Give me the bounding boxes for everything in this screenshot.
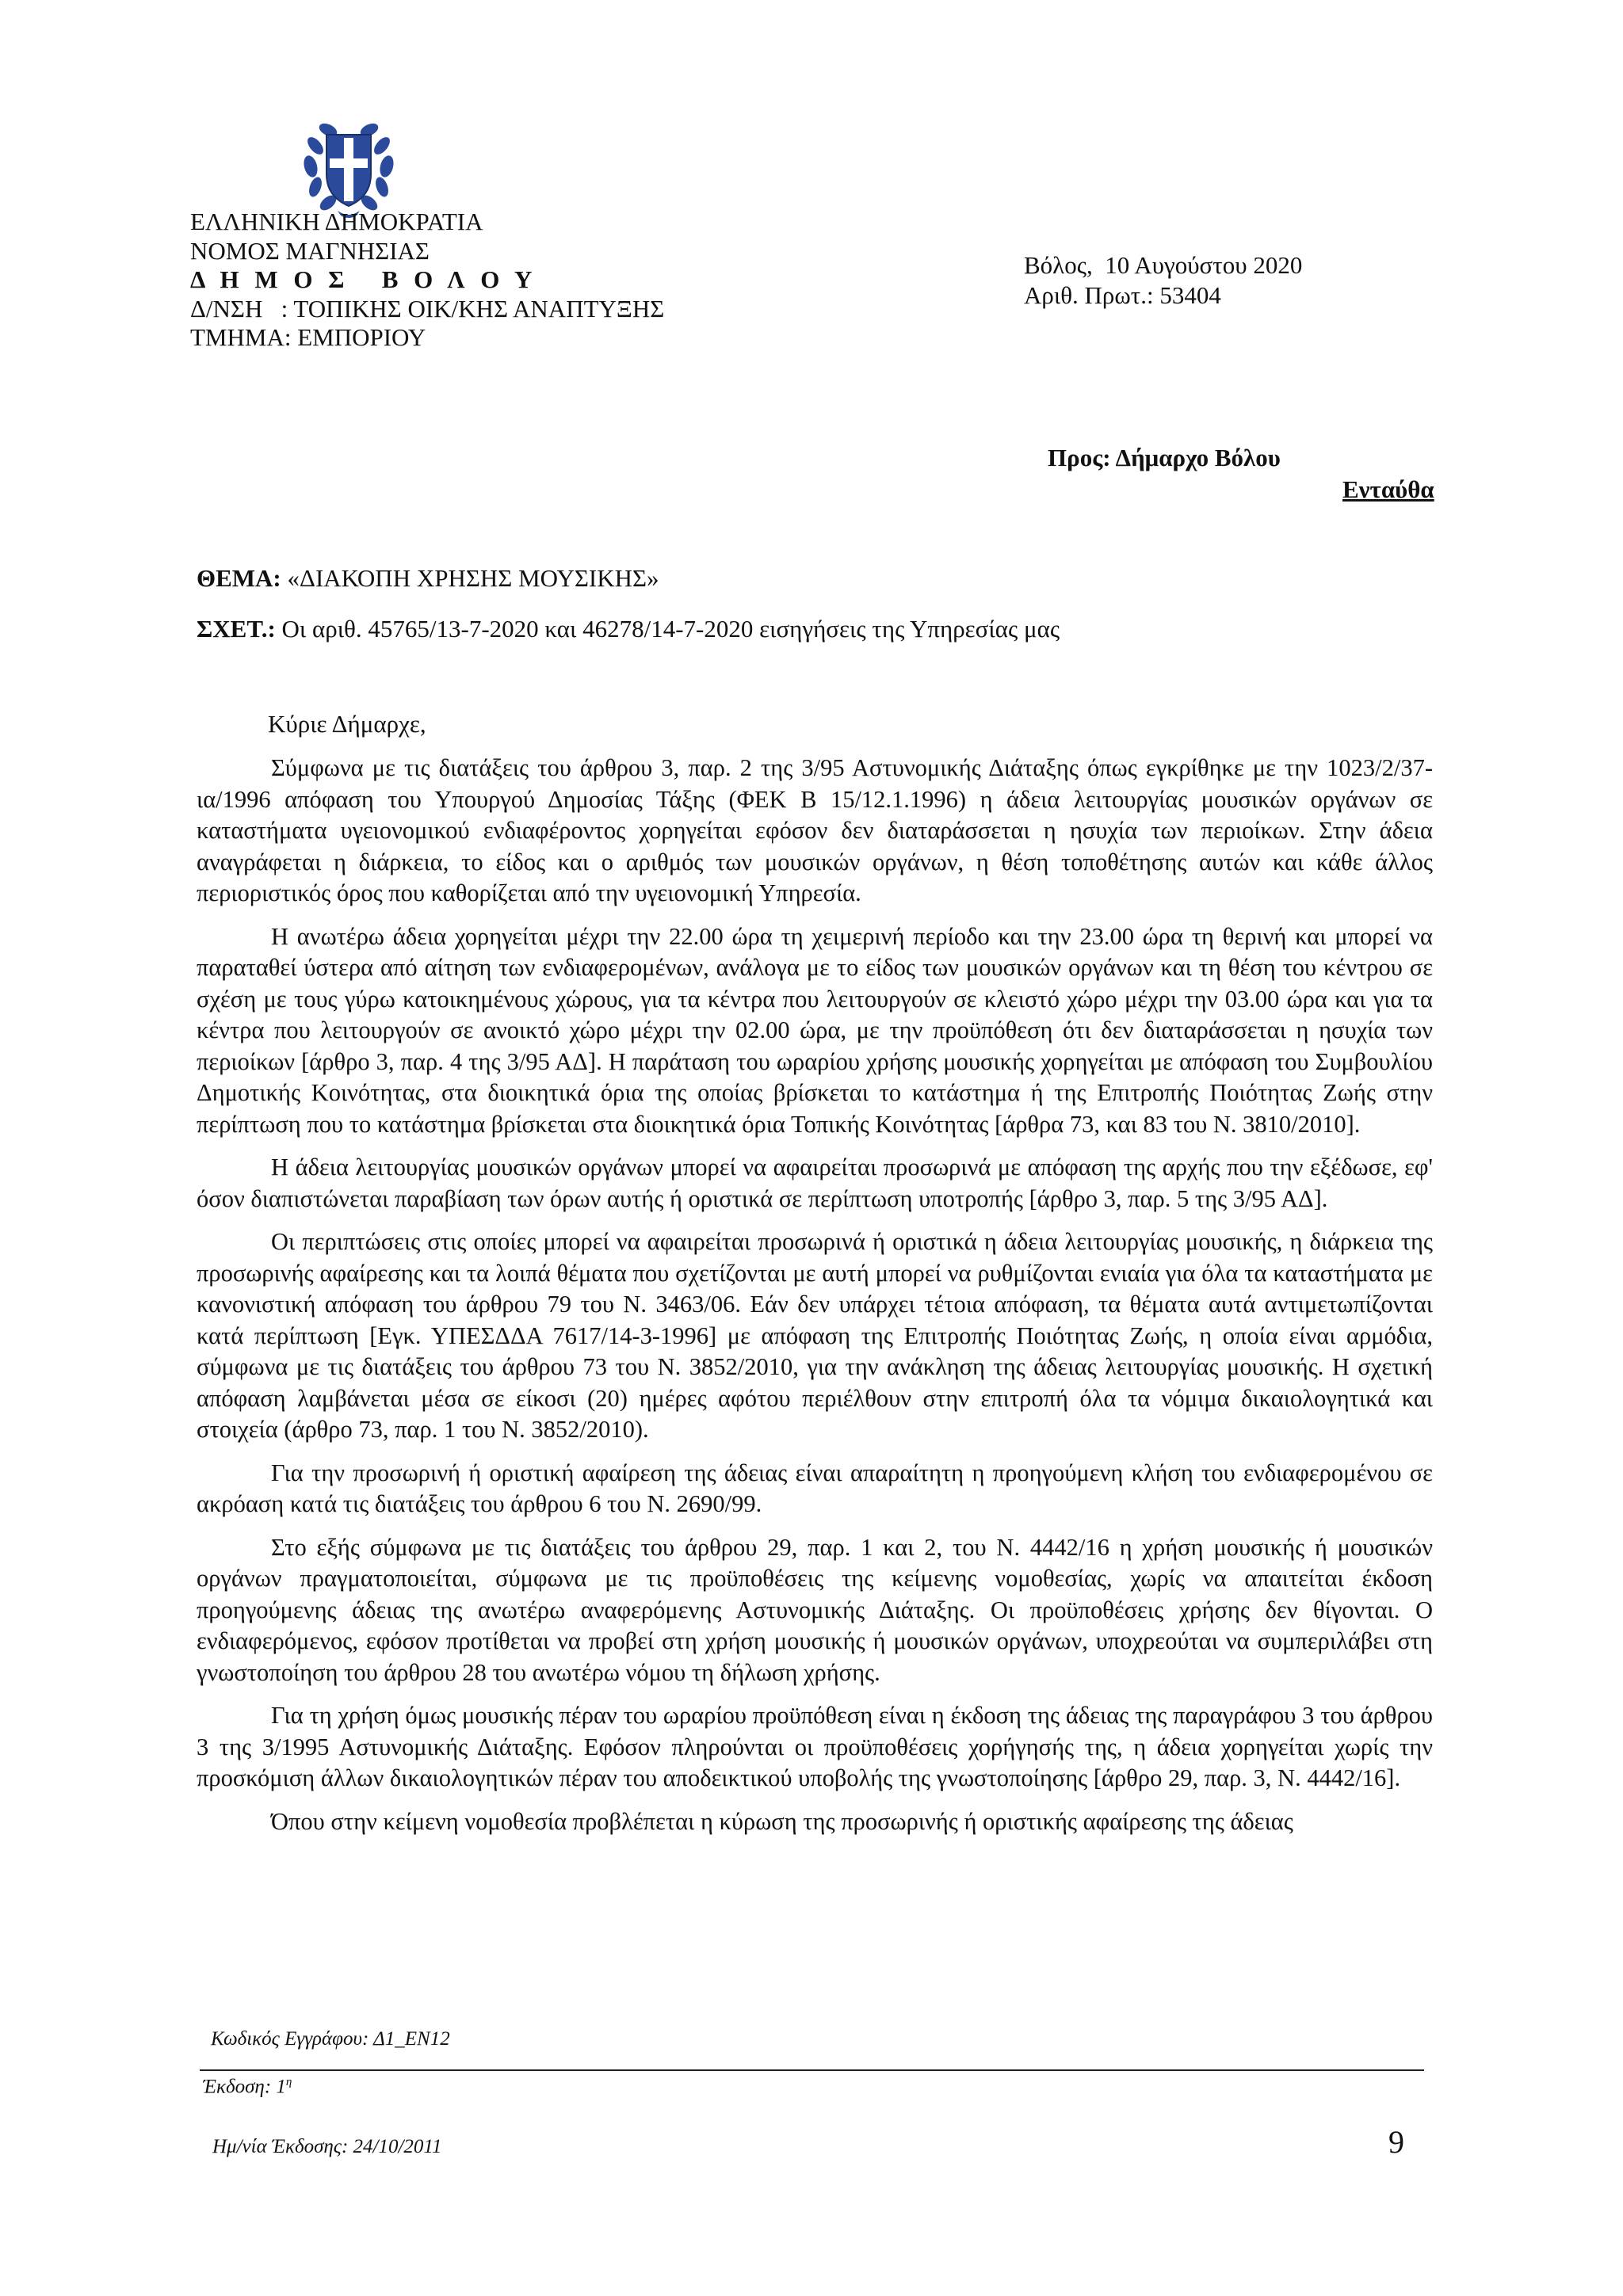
body-paragraph: Για τη χρήση όμως μουσικής πέραν του ωραρίου προϋπόθεση είναι η έκδοση της άδειας της παραγράφου 3 του άρθρου 3 της 3/1995 Αστυνομικής Διάταξης. Εφόσον πληρούνται οι προϋποθέσεις χορήγησής της, η άδεια χορηγείται χωρίς την προσκόμιση άλλων δικαιολογητικών πέραν του αποδεικτικού υποβολής της γνωστοποίησης [άρθρο 29, παρ. 3, Ν. 4442/16]. bbox=[197, 1702, 1433, 1791]
reference-line bbox=[197, 615, 1060, 643]
document-date: Βόλος, 10 Αυγούστου 2020 bbox=[1024, 251, 1303, 279]
edition-text: Έκδοση: 1 bbox=[203, 2076, 286, 2098]
prefecture-name: ΝΟΜΟΣ ΜΑΓΝΗΣΙΑΣ bbox=[190, 236, 430, 265]
municipality-name: Δ Η Μ Ο Σ Β Ο Λ Ο Υ bbox=[190, 265, 537, 293]
subject-text: «ΔΙΑΚΟΠΗ ΧΡΗΣΗΣ ΜΟΥΣΙΚΗΣ» bbox=[281, 564, 659, 592]
department-name: ΤΜΗΜΑ: ΕΜΠΟΡΙΟΥ bbox=[190, 323, 426, 351]
body-paragraph: Η άδεια λειτουργίας μουσικών οργάνων μπορεί να αφαιρείται προσωρινά με απόφαση της αρχής που την εξέδωσε, εφ' όσον διαπιστώνεται παραβίαση των όρων αυτής ή οριστικά σε περίπτωση υποτροπής [άρθρο 3, παρ. 5 της 3/95 ΑΔ]. bbox=[197, 1154, 1433, 1212]
edition-superscript: η bbox=[285, 2076, 292, 2088]
reference-text: Οι αριθ. 45765/13-7-2020 και 46278/14-7-2020 εισηγήσεις της Υπηρεσίας μας bbox=[275, 615, 1060, 643]
body-paragraph: Σύμφωνα με τις διατάξεις του άρθρου 3, παρ. 2 της 3/95 Αστυνομικής Διάταξης όπως εγκρίθηκε με την 1023/2/37-ια/1996 απόφαση του Υπουργού Δημοσίας Τάξης (ΦΕΚ Β 15/12.1.1996) η άδεια λειτουργίας μουσικών οργάνων σε καταστήματα υγειονομικού ενδιαφέροντος χορηγείται εφόσον δεν διαταράσσεται η ησυχία των περιοίκων. Στην άδεια αναγράφεται η διάρκεια, το είδος και ο αριθμός των μουσικών οργάνων, η θέση τοποθέτησης αυτών και κάθε άλλος περιοριστικός όρος που καθορίζεται από την υγειονομική Υπηρεσία. bbox=[197, 754, 1433, 906]
protocol-number: Αριθ. Πρωτ.: 53404 bbox=[1024, 281, 1221, 309]
country-name: ΕΛΛΗΝΙΚΗ ΔΗΜΟΚΡΑΤΙΑ bbox=[190, 208, 483, 235]
recipient-location: Ενταύθα bbox=[1342, 475, 1434, 503]
greek-coat-of-arms-emblem bbox=[293, 111, 404, 222]
body-paragraph: Οι περιπτώσεις στις οποίες μπορεί να αφαιρείται προσωρινά ή οριστικά η άδεια λειτουργίας μουσικής, η διάρκεια της προσωρινής αφαίρεσης και τα λοιπά θέματα που σχετίζονται με αυτή μπορεί να ρυθμίζονται ενιαία για όλα τα καταστήματα με κανονιστική απόφαση του άρθρου 79 του Ν. 3463/06. Εάν δεν υπάρχει τέτοια απόφαση, τα θέματα αυτά αντιμετωπίζονται κατά περίπτωση [Εγκ. ΥΠΕΣΔΔΑ 7617/14-3-1996] με απόφαση της Επιτροπής Ποιότητας Ζωής, η οποία είναι αρμόδια, σύμφωνα με τις διατάξεις του άρθρου 73 του Ν. 3852/2010, για την ανάκληση της άδειας λειτουργίας μουσικής. Η σχετική απόφαση λαμβάνεται μέσα σε είκοσι (20) ημέρες αφότου περιέλθουν στην επιτροπή όλα τα νόμιμα δικαιολογητικά και στοιχεία (άρθρο 73, παρ. 1 του Ν. 3852/2010). bbox=[197, 1228, 1433, 1443]
salutation: Κύριε Δήμαρχε, bbox=[268, 710, 426, 738]
issuer-header bbox=[190, 208, 664, 353]
recipient-to: Προς: Δήμαρχο Βόλου bbox=[1048, 444, 1281, 471]
body-paragraph: Για την προσωρινή ή οριστική αφαίρεση της άδειας είναι απαραίτητη η προηγούμενη κλήση του ενδιαφερομένου σε ακρόαση κατά τις διατάξεις του άρθρου 6 του Ν. 2690/99. bbox=[197, 1459, 1433, 1517]
document-code: Κωδικός Εγγράφου: Δ1_ΕΝ12 bbox=[211, 2028, 450, 2050]
footer-divider bbox=[200, 2069, 1424, 2071]
directorate-name: Δ/ΝΣΗ : ΤΟΠΙΚΗΣ ΟΙΚ/ΚΗΣ ΑΝΑΠΤΥΞΗΣ bbox=[190, 294, 665, 322]
edition-date: Ημ/νία Έκδοσης: 24/10/2011 bbox=[212, 2136, 442, 2157]
letter-body bbox=[197, 753, 1433, 1849]
body-paragraph: Η ανωτέρω άδεια χορηγείται μέχρι την 22.00 ώρα τη χειμερινή περίοδο και την 23.00 ώρα τη θερινή και μπορεί να παραταθεί ύστερα από αίτηση των ενδιαφερομένων, ανάλογα με το είδος των μουσικών οργάνων και τη θέση του κέντρου σε σχέση με τους γύρω κατοικημένους χώρους, για τα κέντρα που λειτουργούν σε κλειστό χώρο μέχρι την 03.00 ώρα και για τα κέντρα που λειτουργούν σε ανοικτό χώρο μέχρι την 02.00 ώρα, με την προϋπόθεση ότι δεν διαταράσσεται η ησυχία των περιοίκων [άρθρο 3, παρ. 4 της 3/95 ΑΔ]. Η παράταση του ωραρίου χρήσης μουσικής χορηγείται με απόφαση του Συμβουλίου Δημοτικής Κοινότητας, στα διοικητικά όρια της οποίας βρίσκεται το κατάστημα ή της Επιτροπής Ποιότητας Ζωής στην περίπτωση που το κατάστημα βρίσκεται στα διοικητικά όρια Τοπικής Κοινότητας [άρθρα 73, και 83 του Ν. 3810/2010]. bbox=[197, 922, 1433, 1138]
reference-label: ΣΧΕΤ.: bbox=[197, 615, 276, 643]
page-number: 9 bbox=[1388, 2124, 1404, 2160]
date-protocol-block bbox=[1024, 250, 1302, 311]
body-paragraph: Όπου στην κείμενη νομοθεσία προβλέπεται η κύρωση της προσωρινής ή οριστικής αφαίρεσης της άδειας bbox=[271, 1807, 1293, 1835]
body-paragraph: Στο εξής σύμφωνα με τις διατάξεις του άρθρου 29, παρ. 1 και 2, του Ν. 4442/16 η χρήση μουσικής ή μουσικών οργάνων πραγματοποιείται, σύμφωνα με τις προϋποθέσεις της κείμενης νομοθεσίας, χωρίς να απαιτείται έκδοση προηγούμενης άδειας της ανωτέρω αναφερόμενης Αστυνομικής Διάταξης. Οι προϋποθέσεις χρήσης δεν θίγονται. Ο ενδιαφερόμενος, εφόσον προτίθεται να προβεί στη χρήση μουσικής ή μουσικών οργάνων, υποχρεούται να συμπεριλάβει στη γνωστοποίηση του άρθρου 28 του ανωτέρω νόμου τη δήλωση χρήσης. bbox=[197, 1533, 1433, 1686]
subject-line bbox=[197, 564, 659, 593]
edition-label bbox=[203, 2076, 292, 2098]
subject-label: ΘΕΜΑ: bbox=[197, 564, 281, 592]
